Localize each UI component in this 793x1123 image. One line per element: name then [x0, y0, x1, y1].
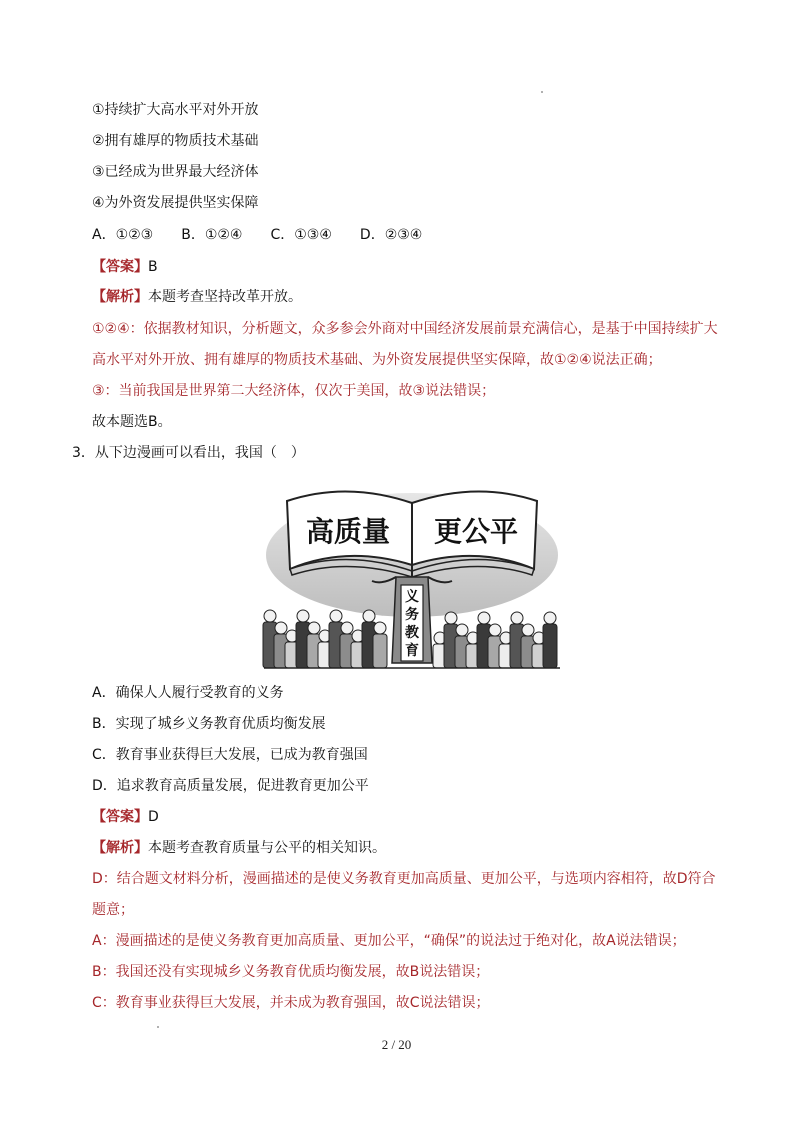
question-3-stem: 3．从下边漫画可以看出，我国（ ）	[72, 445, 305, 461]
option-2: ②拥有雄厚的物质技术基础	[92, 133, 259, 149]
answer-tag: 【答案】	[92, 809, 148, 825]
analysis-q3-intro	[92, 838, 386, 858]
answer-value: D	[148, 809, 159, 825]
page-number: 2 / 20	[381, 1037, 412, 1052]
analysis-q3-b: B：我国还没有实现城乡义务教育优质均衡发展，故B说法错误；	[92, 964, 490, 980]
scan-speck	[541, 91, 543, 93]
q3-option-c: C．教育事业获得巨大发展，已成为教育强国	[92, 747, 368, 763]
answer-q2	[92, 257, 158, 277]
book-right-text: 更公平	[433, 515, 519, 548]
trunk-char-2: 务	[405, 607, 419, 623]
answer-tag: 【答案】	[92, 259, 148, 275]
option-3: ③已经成为世界最大经济体	[92, 164, 259, 180]
option-1: ①持续扩大高水平对外开放	[92, 102, 259, 118]
analysis-q3-d-line2: 题意；	[92, 902, 134, 918]
analysis-q2-intro	[92, 287, 302, 307]
q3-option-d: D．追求教育高质量发展，促进教育更加公平	[92, 778, 369, 794]
cartoon-illustration	[262, 473, 562, 673]
analysis-tag: 【解析】	[92, 840, 148, 856]
analysis-tag: 【解析】	[92, 289, 148, 305]
option-4: ④为外资发展提供坚实保障	[92, 195, 259, 211]
q3-option-a: A．确保人人履行受教育的义务	[92, 685, 284, 701]
analysis-intro: 本题考查教育质量与公平的相关知识。	[148, 840, 386, 856]
analysis-q2-conclusion: 故本题选B。	[92, 414, 172, 430]
choices-q2: A．①②③ B．①②④ C．①③④ D．②③④	[92, 227, 423, 243]
answer-value: B	[148, 259, 158, 275]
analysis-q3-d-line1: D：结合题文材料分析，漫画描述的是使义务教育更加高质量、更加公平，与选项内容相符，故D符合	[92, 871, 716, 887]
analysis-intro: 本题考查坚持改革开放。	[148, 289, 302, 305]
answer-q3	[92, 807, 159, 827]
trunk-char-4: 育	[405, 643, 419, 659]
analysis-q2-p1-line1: ①②④：依据教材知识，分析题文，众多参会外商对中国经济发展前景充满信心，是基于中国持续扩大	[92, 321, 718, 337]
analysis-q3-c: C：教育事业获得巨大发展，并未成为教育强国，故C说法错误；	[92, 995, 490, 1011]
trunk-char-3: 教	[405, 625, 419, 641]
q3-option-b: B．实现了城乡义务教育优质均衡发展	[92, 716, 326, 732]
trunk-char-1: 义	[405, 589, 419, 605]
analysis-q2-p2: ③：当前我国是世界第二大经济体，仅次于美国，故③说法错误；	[92, 383, 496, 399]
book-left-text: 高质量	[305, 515, 391, 548]
analysis-q3-a: A：漫画描述的是使义务教育更加高质量、更加公平，“确保”的说法过于绝对化，故A说法错误；	[92, 933, 686, 949]
analysis-q2-p1-line2: 高水平对外开放、拥有雄厚的物质技术基础、为外资发展提供坚实保障，故①②④说法正确；	[92, 352, 662, 368]
scan-speck	[157, 1026, 159, 1028]
